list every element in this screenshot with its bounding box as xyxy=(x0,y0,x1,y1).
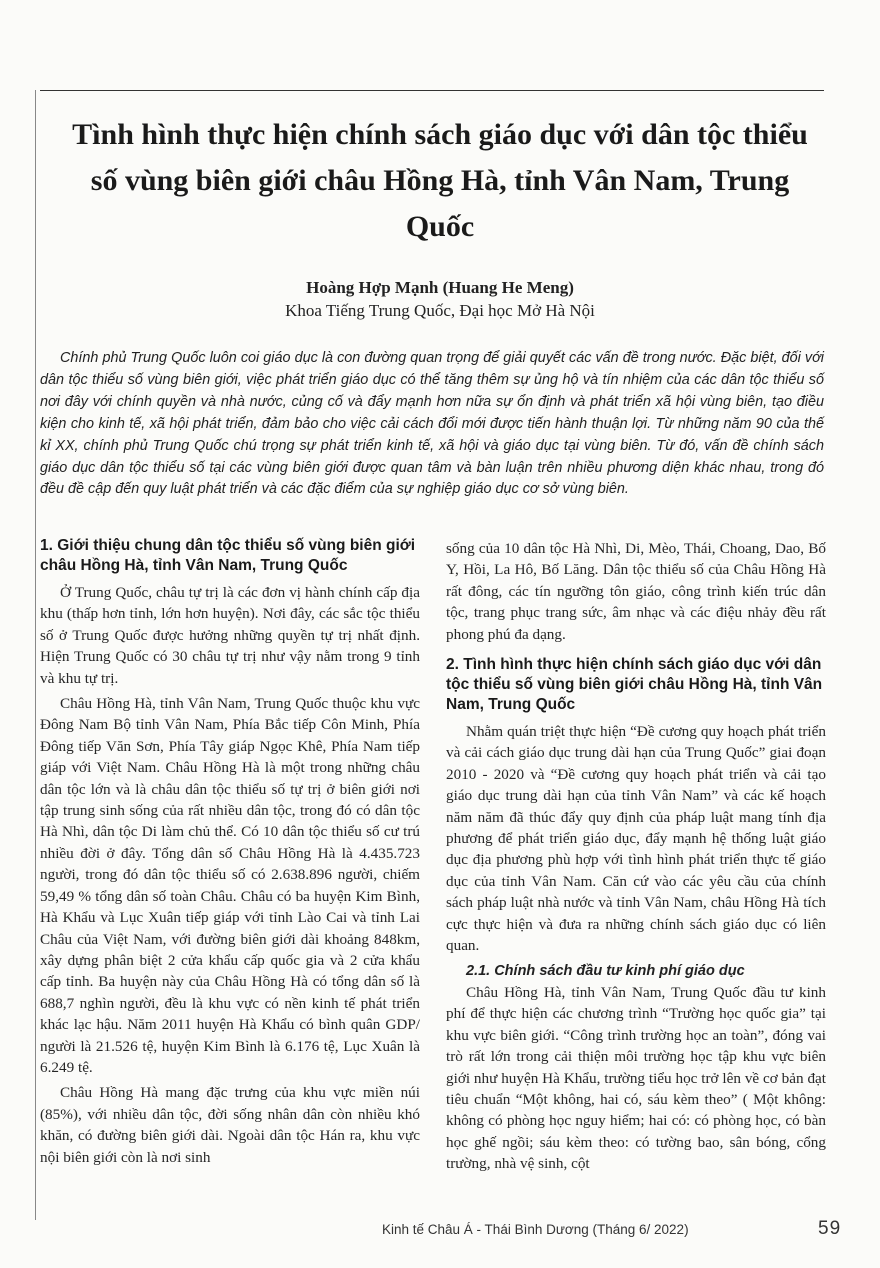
author-affiliation: Khoa Tiếng Trung Quốc, Đại học Mở Hà Nội xyxy=(285,301,595,320)
left-column xyxy=(40,536,420,1172)
paragraph: Nhằm quán triệt thực hiện “Đề cương quy hoạch phát triển và cải cách giáo dục trung dài hạn của Trung Quốc” giai đoạn 2010 - 2020 và “Đề cương quy hoạch phát triển và cải tạo giáo dục trung dài hạn của tỉnh Vân Nam” và các kế hoạch năm năm đã thúc đẩy quy định của pháp luật mang tính địa phương để phát triển giáo dục, đẩy mạnh hệ thống luật giáo dục địa phương phù hợp với tình hình phát triển thực tế giáo dục của tỉnh Vân Nam. Căn cứ vào các yêu cầu của chính sách pháp luật nhà nước và tỉnh Vân Nam, châu Hồng Hà tích cực thực hiện và đưa ra những chính sách giáo dục có liên quan. xyxy=(446,723,826,955)
section-1-heading: 1. Giới thiệu chung dân tộc thiểu số vùng biên giới châu Hồng Hà, tỉnh Vân Nam, Trung Quốc xyxy=(40,537,416,574)
paragraph: Ở Trung Quốc, châu tự trị là các đơn vị hành chính cấp địa khu (thấp hơn tỉnh, lớn hơn huyện). Nơi đây, các sắc tộc thiểu số ở Trung Quốc được hưởng những quyền tự trị nhất định. Hiện Trung Quốc có 30 châu tự trị như vậy nằm trong 9 tỉnh và khu tự trị. xyxy=(40,584,420,687)
section-2-heading: 2. Tình hình thực hiện chính sách giáo dục với dân tộc thiểu số vùng biên giới châu Hồng Hà, tỉnh Vân Nam, Trung Quốc xyxy=(446,656,823,714)
header-rule xyxy=(40,90,824,91)
article-title: Tình hình thực hiện chính sách giáo dục với dân tộc thiểu số vùng biên giới châu Hồng Hà, tỉnh Vân Nam, Trung Quốc xyxy=(72,118,808,243)
right-column xyxy=(446,538,826,1179)
margin-rule xyxy=(35,90,36,1220)
page-number: 59 xyxy=(818,1218,842,1239)
paragraph: Châu Hồng Hà mang đặc trưng của khu vực miền núi (85%), với nhiều dân tộc, đời sống nhân dân còn nhiều khó khăn, có đường biên giới dài. Ngoài dân tộc Hán ra, khu vực nội biên giới còn là nơi sinh xyxy=(40,1084,420,1166)
paragraph: Châu Hồng Hà, tỉnh Vân Nam, Trung Quốc đầu tư kinh phí để thực hiện các chương trình “Trường học quốc gia” tại khu vực biên giới. “Công trình trường học an toàn”, đóng vai trò rất lớn trong cải thiện môi trường học tập khu vực biên giới như huyện Hà Khẩu, trường tiểu học trở lên về cơ bản đạt tiêu chuẩn “Một không, hai có, sáu kèm theo” ( Một không: không có phòng học nguy hiểm; hai có: có phòng học, có bàn học ghế ngồi; sáu kèm theo: có tường bao, sân bóng, cổng trường, nhà vệ sinh, cột xyxy=(446,984,826,1173)
abstract: Chính phủ Trung Quốc luôn coi giáo dục là con đường quan trọng để giải quyết các vấn đề trong nước. Đặc biệt, đối với dân tộc thiểu số vùng biên giới, việc phát triển giáo dục có thể tăng thêm sự ủng hộ và tín nhiệm của các dân tộc thiểu số nơi đây với chính quyền và nhà nước, củng cố và đẩy mạnh hơn nữa sự ổn định và phát triển xã hội vùng biên, tạo điều kiện cho kinh tế, xã hội phát triển, đảm bảo cho việc cải cách đổi mới được tiến hành thuận lợi. Từ những năm 90 của thế kỉ XX, chính phủ Trung Quốc chú trọng sự phát triển kinh tế, xã hội và giáo dục tại vùng biên. Từ đó, vấn đề chính sách giáo dục dân tộc thiểu số tại các vùng biên giới được quan tâm và bàn luận trên nhiều phương diện khác nhau, trong đó đều đề cập đến quy luật phát triển và các đặc điểm của sự nghiệp giáo dục cơ sở vùng biên. xyxy=(40,350,824,498)
page-footer xyxy=(382,1218,842,1239)
subsection-2-1-heading: 2.1. Chính sách đầu tư kinh phí giáo dục xyxy=(466,962,745,979)
paragraph-continued: sống của 10 dân tộc Hà Nhì, Di, Mèo, Thái, Choang, Dao, Bố Y, Hồi, La Hô, Bố Lăng. Dân tộc thiểu số của Châu Hồng Hà rất đông, các tín ngưỡng tôn giáo, công trình kiến trúc dân tộc, trang phục trang sức, âm nhạc và các điệu nhảy đều rất phong phú đa dạng. xyxy=(446,540,826,643)
journal-name: Kinh tế Châu Á - Thái Bình Dương (Tháng 6/ 2022) xyxy=(382,1222,689,1237)
author-name: Hoàng Hợp Mạnh (Huang He Meng) xyxy=(306,278,574,297)
paragraph: Châu Hồng Hà, tỉnh Vân Nam, Trung Quốc thuộc khu vực Đông Nam Bộ tỉnh Vân Nam, Phía Bắc tiếp Côn Minh, Phía Đông tiếp Văn Sơn, Phía Tây giáp Ngọc Khê, Phía Nam tiếp giáp với Việt Nam. Châu Hồng Hà là một trong những châu dân tộc lớn và là châu dân tộc thiểu số tự trị ở biên giới nơi tập trung sinh sống của rất nhiều dân tộc, trong đó có dân tộc Hà Nhì, dân tộc Di làm chủ thể. Có 10 dân tộc thiểu số cư trú nhiều đời ở đây. Tổng dân số Châu Hồng Hà là 4.435.723 người, trong đó dân tộc thiểu số có 2.638.896 người, chiếm 59,49 % tổng dân số toàn Châu. Châu có ba huyện Kim Bình, Hà Khẩu và Lục Xuân tiếp giáp với tỉnh Lào Cai và tỉnh Lai Châu của Việt Nam, với đường biên giới dài khoảng 848km, xây dựng phân biệt 2 cửa khẩu cấp quốc gia và 2 cửa khẩu cấp tỉnh. Ba huyện này của Châu Hồng Hà có tổng dân số là 688,7 nghìn người, đều là khu vực có nền kinh tế phát triển khác lạc hậu. Năm 2011 huyện Hà Khẩu có bình quân GDP/ người là 21.526 tệ, huyện Kim Bình là 6.176 tệ, Lục Xuân là 6.249 tệ. xyxy=(40,695,420,1076)
